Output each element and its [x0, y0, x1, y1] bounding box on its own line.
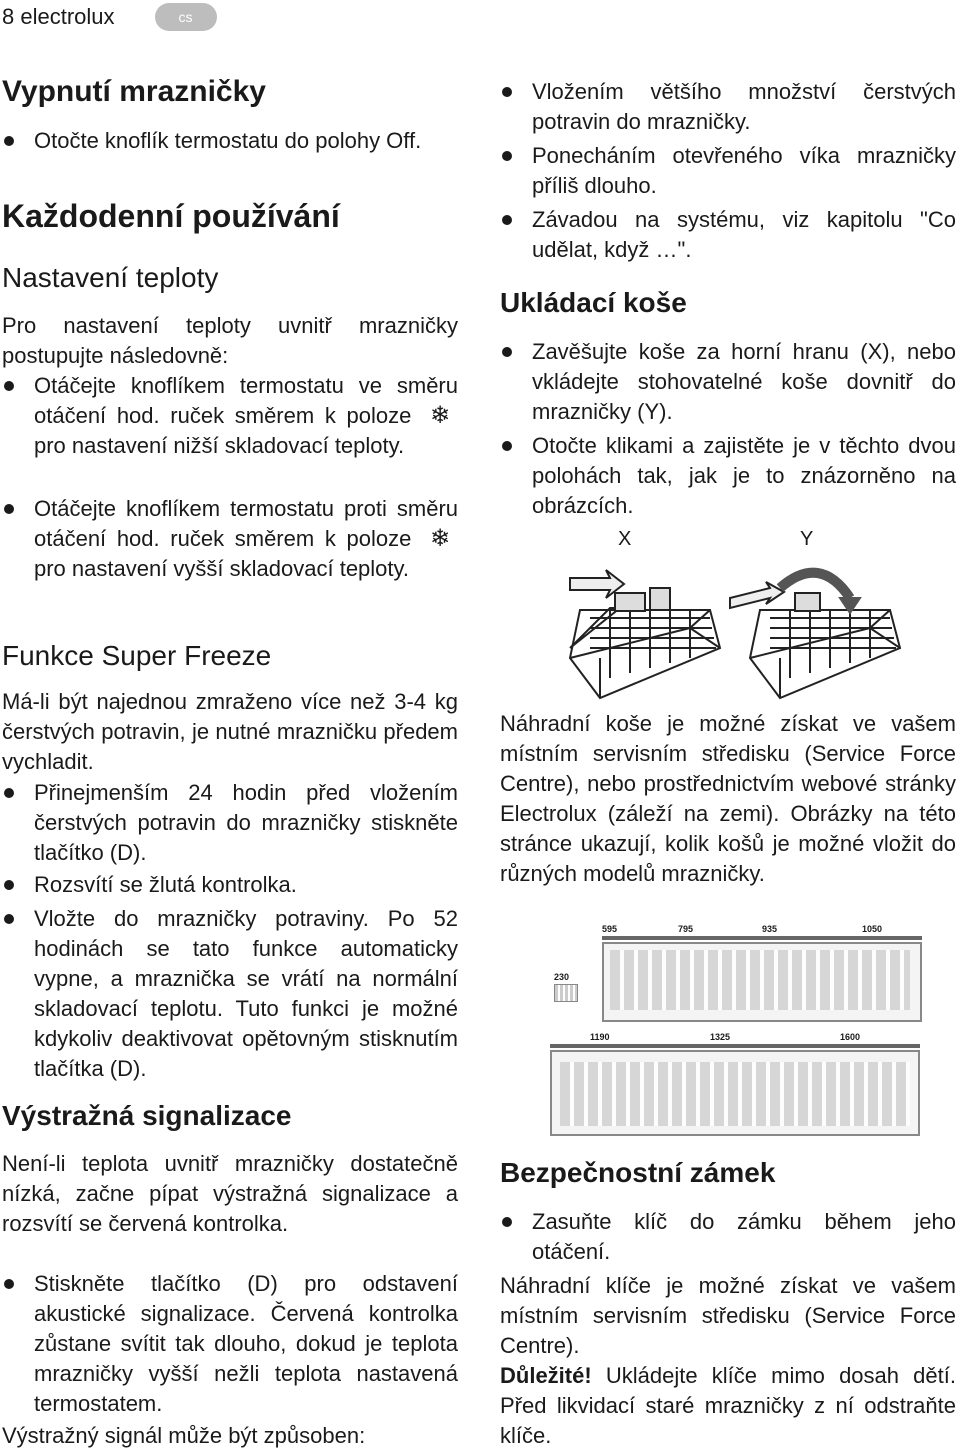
model-label: 595: [602, 924, 618, 934]
paragraph: Výstražný signál může být způsoben:: [2, 1423, 366, 1448]
paragraph: Náhradní koše je možné získat ve vašem místním servisním středisku (Service Force Centre), nebo prostřednictvím webové stránky Electrolux (záleží na zemi). Obrázky na této stránce ukazují, kolik košů je možné vložit do různých modelů mrazničky.: [500, 711, 956, 886]
freezer-row-bottom: [550, 1032, 920, 1138]
heading-temperature: Nastavení teploty: [2, 262, 219, 293]
model-label: 1190: [590, 1032, 610, 1042]
list-item: Otáčejte knoflíkem termostatu proti směru otáčení hod. ruček směrem k poloze ❄ pro nastavení vyšší skladovací teploty.: [2, 494, 458, 584]
list-item: Ponecháním otevřeného víka mrazničky příliš dlouho.: [500, 141, 956, 201]
paragraph: Má-li být najednou zmraženo více než 3-4 kg čerstvých potravin, je nutné mrazničku předem vychladit.: [2, 689, 458, 774]
model-label: 935: [762, 924, 778, 934]
list-item: Závadou na systému, viz kapitolu "Co udělat, když …".: [500, 205, 956, 265]
heading-super-freeze: Funkce Super Freeze: [2, 640, 272, 671]
figure-label-x: X: [618, 528, 632, 550]
freezer-models-diagram: [550, 924, 920, 1140]
list-item: Zavěšujte koše za horní hranu (X), nebo vkládejte stohovatelné koše dovnitř do mrazničky (Y).: [500, 337, 956, 427]
list-item: Vložte do mrazničky potraviny. Po 52 hodinách se tato funkce automaticky vypne, a mraznička se vrátí na normální skladovací teplotu. Tuto funkci je možné kdykoliv deaktivovat opětovným stisknutím tlačítka (D).: [2, 904, 458, 1084]
paragraph: Náhradní klíče je možné získat ve vašem místním servisním středisku (Service Force Centre).: [500, 1273, 956, 1358]
page-header: [2, 2, 217, 32]
heading-daily-use: Každodenní používání: [2, 198, 340, 234]
snowflake-icon: ❄: [429, 525, 451, 552]
basket-illustration: [560, 528, 960, 708]
list-item: Stiskněte tlačítko (D) pro odstavení akustické signalizace. Červená kontrolka zůstane svítit tak dlouho, dokud je teplota mrazničky vyšší nežli teplota nastavená termostatem.: [2, 1269, 458, 1419]
list-item: Zasuňte klíč do zámku během jeho otáčení.: [500, 1207, 956, 1267]
basket-drawing: [560, 558, 960, 708]
model-label: 230: [554, 972, 570, 982]
page-number-label: 8 electrolux: [2, 4, 115, 29]
snowflake-icon: ❄: [429, 402, 451, 429]
list-item: Rozsvítí se žlutá kontrolka.: [2, 870, 458, 900]
paragraph: Důležité! Ukládejte klíče mimo dosah dětí. Před likvidací staré mrazničky z ní odstraňte klíče.: [500, 1363, 956, 1448]
paragraph: Pro nastavení teploty uvnitř mrazničky postupujte následovně:: [2, 313, 458, 368]
model-label: 1050: [862, 924, 883, 934]
list-item: Vložením většího množství čerstvých potravin do mrazničky.: [500, 77, 956, 137]
model-label: 1600: [840, 1032, 861, 1042]
model-label: 1325: [710, 1032, 731, 1042]
list-item: Otočte knoflík termostatu do polohy Off.: [2, 126, 458, 156]
figure-label-y: Y: [800, 528, 814, 550]
list-item: Přinejmenším 24 hodin před vložením čerstvých potravin do mrazničky stiskněte tlačítko (D).: [2, 778, 458, 868]
freezer-row-top: [550, 924, 920, 1030]
language-badge: cs: [155, 3, 217, 31]
heading-alarm: Výstražná signalizace: [2, 1100, 292, 1131]
model-label: 795: [678, 924, 694, 934]
heading-switch-off: Vypnutí mrazničky: [2, 75, 266, 108]
paragraph: Není-li teplota uvnitř mrazničky dostatečně nízká, začne pípat výstražná signalizace a rozsvítí se červená kontrolka.: [2, 1151, 458, 1236]
list-item: Otáčejte knoflíkem termostatu ve směru otáčení hod. ruček směrem k poloze ❄ pro nastavení nižší skladovací teploty.: [2, 371, 458, 461]
heading-baskets: Ukládací koše: [500, 287, 687, 318]
heading-safety-lock: Bezpečnostní zámek: [500, 1157, 776, 1188]
list-item: Otočte klikami a zajistěte je v těchto dvou polohách tak, jak je to znázorněno na obrázcích.: [500, 431, 956, 521]
